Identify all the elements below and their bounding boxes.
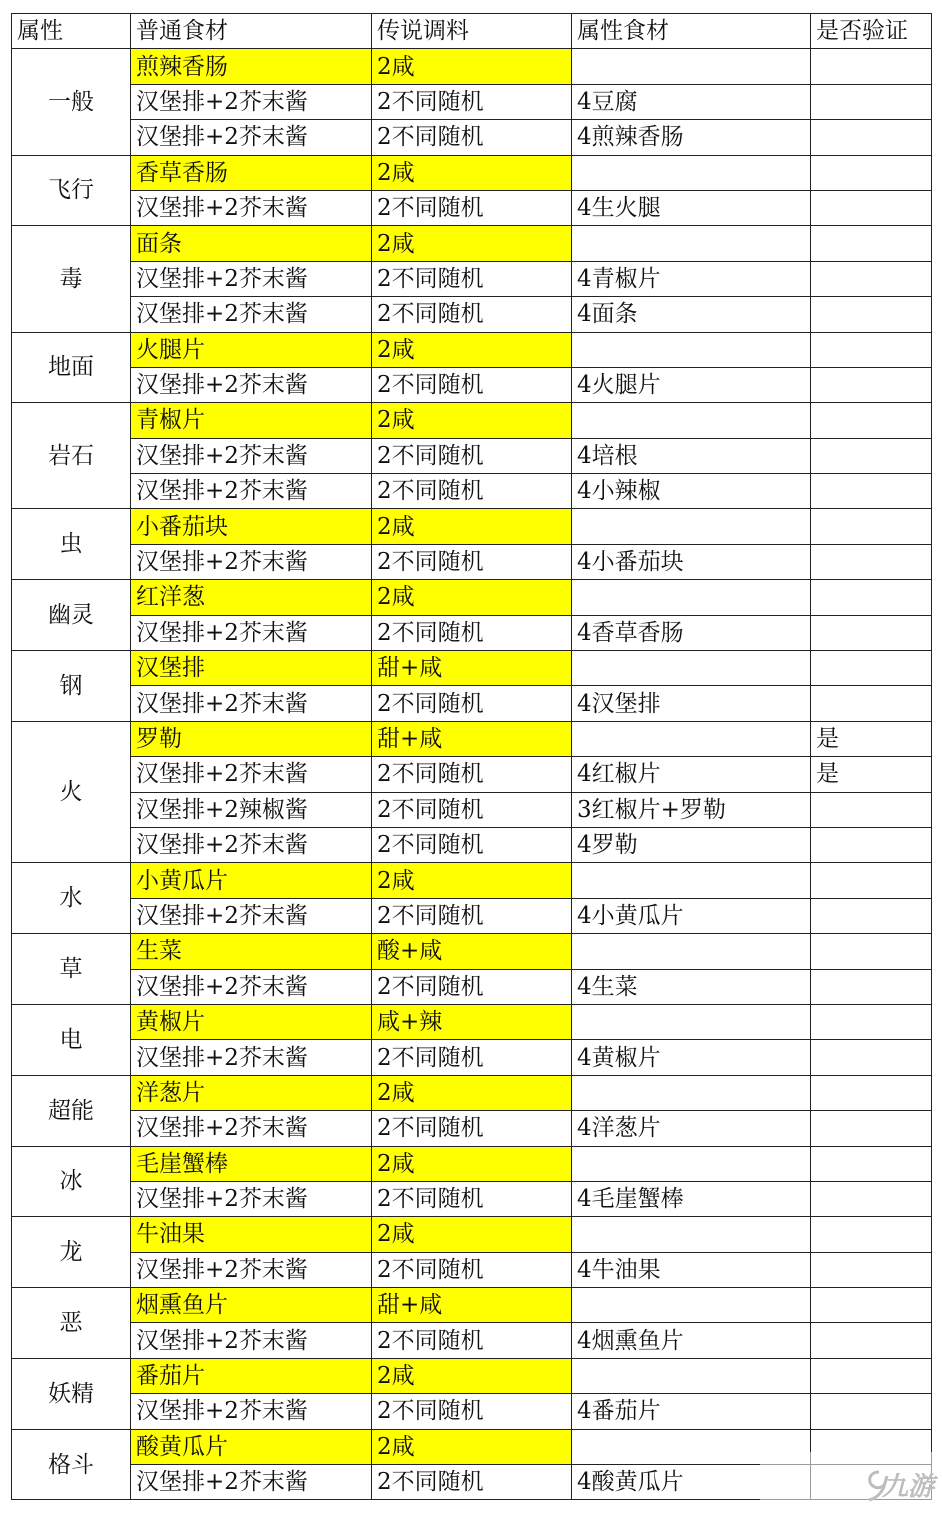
ingredient-cell: 青椒片 [131, 403, 372, 438]
attr-ingredient-cell [572, 1358, 811, 1393]
table-row [12, 120, 932, 155]
ingredient-cell: 汉堡排+2芥末酱 [131, 1323, 372, 1358]
verified-cell [811, 1004, 932, 1039]
attr-ingredient-cell [572, 1288, 811, 1323]
ingredient-cell: 毛崖蟹棒 [131, 1146, 372, 1181]
seasoning-cell: 甜+咸 [372, 1288, 572, 1323]
attr-ingredient-cell: 4火腿片 [572, 367, 811, 402]
ingredient-cell: 番茄片 [131, 1358, 372, 1393]
seasoning-cell: 2不同随机 [372, 438, 572, 473]
attr-ingredient-cell: 4小辣椒 [572, 474, 811, 509]
ingredient-cell: 汉堡排+2芥末酱 [131, 297, 372, 332]
seasoning-cell: 2不同随机 [372, 686, 572, 721]
seasoning-cell: 2不同随机 [372, 1465, 572, 1500]
ingredient-cell: 汉堡排+2芥末酱 [131, 898, 372, 933]
ingredient-cell: 小黄瓜片 [131, 863, 372, 898]
attr-ingredient-cell [572, 155, 811, 190]
seasoning-cell: 2不同随机 [372, 544, 572, 579]
seasoning-cell: 2不同随机 [372, 969, 572, 1004]
seasoning-cell: 酸+咸 [372, 934, 572, 969]
table-row [12, 969, 932, 1004]
seasoning-cell: 2不同随机 [372, 1111, 572, 1146]
type-cell: 毒 [12, 226, 131, 332]
seasoning-cell: 2不同随机 [372, 1252, 572, 1287]
seasoning-cell: 2咸 [372, 863, 572, 898]
attr-ingredient-cell: 4煎辣香肠 [572, 120, 811, 155]
header-type: 属性 [12, 14, 131, 49]
verified-cell [811, 1323, 932, 1358]
type-cell: 超能 [12, 1075, 131, 1146]
verified-cell [811, 1288, 932, 1323]
table-row [12, 403, 932, 438]
table-row [12, 1181, 932, 1216]
seasoning-cell: 甜+咸 [372, 651, 572, 686]
table-row [12, 1075, 932, 1110]
ingredient-cell: 汉堡排+2芥末酱 [131, 367, 372, 402]
table-row [12, 863, 932, 898]
type-cell: 飞行 [12, 155, 131, 226]
seasoning-cell: 2不同随机 [372, 190, 572, 225]
seasoning-cell: 2不同随机 [372, 792, 572, 827]
verified-cell [811, 615, 932, 650]
ingredient-cell: 面条 [131, 226, 372, 261]
ingredient-cell: 烟熏鱼片 [131, 1288, 372, 1323]
attr-ingredient-cell: 4红椒片 [572, 757, 811, 792]
seasoning-cell: 甜+咸 [372, 721, 572, 756]
attr-ingredient-cell: 4香草香肠 [572, 615, 811, 650]
ingredient-cell: 汉堡排 [131, 651, 372, 686]
table-row [12, 84, 932, 119]
ingredient-cell: 汉堡排+2辣椒酱 [131, 792, 372, 827]
attr-ingredient-cell: 4烟熏鱼片 [572, 1323, 811, 1358]
table-row [12, 438, 932, 473]
ingredient-cell: 煎辣香肠 [131, 49, 372, 84]
ingredient-cell: 酸黄瓜片 [131, 1429, 372, 1464]
seasoning-cell: 2咸 [372, 1075, 572, 1110]
verified-cell [811, 261, 932, 296]
verified-cell [811, 49, 932, 84]
verified-cell [811, 969, 932, 1004]
attr-ingredient-cell [572, 580, 811, 615]
attr-ingredient-cell [572, 1075, 811, 1110]
type-cell: 水 [12, 863, 131, 934]
table-row [12, 190, 932, 225]
watermark [760, 1452, 942, 1518]
table-row [12, 792, 932, 827]
attr-ingredient-cell: 4豆腐 [572, 84, 811, 119]
verified-cell [811, 686, 932, 721]
table-row [12, 1288, 932, 1323]
ingredient-cell: 罗勒 [131, 721, 372, 756]
type-cell: 妖精 [12, 1358, 131, 1429]
type-cell: 冰 [12, 1146, 131, 1217]
type-cell: 地面 [12, 332, 131, 403]
table-row [12, 49, 932, 84]
ingredient-cell: 汉堡排+2芥末酱 [131, 827, 372, 862]
seasoning-cell: 2咸 [372, 226, 572, 261]
verified-cell: 是 [811, 757, 932, 792]
seasoning-cell: 2咸 [372, 332, 572, 367]
recipe-table [11, 13, 932, 1500]
seasoning-cell: 2不同随机 [372, 1394, 572, 1429]
verified-cell [811, 474, 932, 509]
verified-cell [811, 827, 932, 862]
attr-ingredient-cell [572, 403, 811, 438]
ingredient-cell: 火腿片 [131, 332, 372, 367]
seasoning-cell: 2咸 [372, 509, 572, 544]
header-verified: 是否验证 [811, 14, 932, 49]
verified-cell [811, 1217, 932, 1252]
attr-ingredient-cell [572, 226, 811, 261]
verified-cell [811, 367, 932, 402]
ingredient-cell: 汉堡排+2芥末酱 [131, 1040, 372, 1075]
table-row [12, 1358, 932, 1393]
seasoning-cell: 2不同随机 [372, 474, 572, 509]
table-row [12, 544, 932, 579]
seasoning-cell: 2不同随机 [372, 120, 572, 155]
header-seasoning: 传说调料 [372, 14, 572, 49]
attr-ingredient-cell: 4牛油果 [572, 1252, 811, 1287]
seasoning-cell: 2不同随机 [372, 827, 572, 862]
attr-ingredient-cell: 4生火腿 [572, 190, 811, 225]
table-row [12, 474, 932, 509]
verified-cell [811, 509, 932, 544]
seasoning-cell: 2咸 [372, 1146, 572, 1181]
ingredient-cell: 汉堡排+2芥末酱 [131, 438, 372, 473]
attr-ingredient-cell: 4汉堡排 [572, 686, 811, 721]
verified-cell [811, 226, 932, 261]
attr-ingredient-cell [572, 1146, 811, 1181]
header-attr-ingredient: 属性食材 [572, 14, 811, 49]
ingredient-cell: 洋葱片 [131, 1075, 372, 1110]
attr-ingredient-cell: 3红椒片+罗勒 [572, 792, 811, 827]
ingredient-cell: 汉堡排+2芥末酱 [131, 1394, 372, 1429]
verified-cell: 是 [811, 721, 932, 756]
seasoning-cell: 2不同随机 [372, 1181, 572, 1216]
verified-cell [811, 1252, 932, 1287]
attr-ingredient-cell [572, 1004, 811, 1039]
verified-cell [811, 1394, 932, 1429]
table-row [12, 615, 932, 650]
table-row [12, 1146, 932, 1181]
type-cell: 草 [12, 934, 131, 1005]
attr-ingredient-cell: 4酸黄瓜片 [572, 1465, 811, 1500]
table-row [12, 686, 932, 721]
table-row [12, 1394, 932, 1429]
seasoning-cell: 咸+辣 [372, 1004, 572, 1039]
attr-ingredient-cell: 4培根 [572, 438, 811, 473]
verified-cell [811, 438, 932, 473]
table-row [12, 1252, 932, 1287]
attr-ingredient-cell [572, 863, 811, 898]
ingredient-cell: 汉堡排+2芥末酱 [131, 84, 372, 119]
watermark-text: 九游 [882, 1472, 935, 1502]
seasoning-cell: 2咸 [372, 1217, 572, 1252]
ingredient-cell: 汉堡排+2芥末酱 [131, 474, 372, 509]
ingredient-cell: 汉堡排+2芥末酱 [131, 686, 372, 721]
verified-cell [811, 1040, 932, 1075]
ingredient-cell: 汉堡排+2芥末酱 [131, 1465, 372, 1500]
type-cell: 格斗 [12, 1429, 131, 1500]
seasoning-cell: 2不同随机 [372, 1040, 572, 1075]
table-row [12, 934, 932, 969]
type-cell: 虫 [12, 509, 131, 580]
attr-ingredient-cell: 4番茄片 [572, 1394, 811, 1429]
ingredient-cell: 汉堡排+2芥末酱 [131, 1252, 372, 1287]
verified-cell [811, 544, 932, 579]
table-row [12, 757, 932, 792]
table-row [12, 1040, 932, 1075]
recipe-table-wrapper [11, 13, 932, 1500]
seasoning-cell: 2不同随机 [372, 615, 572, 650]
verified-cell [811, 1181, 932, 1216]
seasoning-cell: 2不同随机 [372, 898, 572, 933]
verified-cell [811, 120, 932, 155]
verified-cell [811, 1358, 932, 1393]
type-cell: 岩石 [12, 403, 131, 509]
seasoning-cell: 2咸 [372, 1429, 572, 1464]
attr-ingredient-cell [572, 934, 811, 969]
ingredient-cell: 生菜 [131, 934, 372, 969]
attr-ingredient-cell: 4小番茄块 [572, 544, 811, 579]
verified-cell [811, 651, 932, 686]
attr-ingredient-cell [572, 651, 811, 686]
ingredient-cell: 汉堡排+2芥末酱 [131, 190, 372, 225]
attr-ingredient-cell: 4毛崖蟹棒 [572, 1181, 811, 1216]
verified-cell [811, 1146, 932, 1181]
seasoning-cell: 2咸 [372, 1358, 572, 1393]
table-row [12, 509, 932, 544]
type-cell: 恶 [12, 1288, 131, 1359]
header-row [12, 14, 932, 49]
seasoning-cell: 2不同随机 [372, 757, 572, 792]
ingredient-cell: 红洋葱 [131, 580, 372, 615]
table-row [12, 1323, 932, 1358]
table-row [12, 1111, 932, 1146]
verified-cell [811, 863, 932, 898]
attr-ingredient-cell: 4黄椒片 [572, 1040, 811, 1075]
ingredient-cell: 汉堡排+2芥末酱 [131, 757, 372, 792]
attr-ingredient-cell [572, 509, 811, 544]
verified-cell [811, 84, 932, 119]
verified-cell [811, 403, 932, 438]
seasoning-cell: 2咸 [372, 403, 572, 438]
attr-ingredient-cell [572, 49, 811, 84]
verified-cell [811, 297, 932, 332]
table-row [12, 367, 932, 402]
table-row [12, 651, 932, 686]
type-cell: 电 [12, 1004, 131, 1075]
attr-ingredient-cell: 4罗勒 [572, 827, 811, 862]
ingredient-cell: 汉堡排+2芥末酱 [131, 261, 372, 296]
seasoning-cell: 2不同随机 [372, 1323, 572, 1358]
seasoning-cell: 2不同随机 [372, 84, 572, 119]
ingredient-cell: 小番茄块 [131, 509, 372, 544]
ingredient-cell: 香草香肠 [131, 155, 372, 190]
table-body [12, 49, 932, 1500]
seasoning-cell: 2不同随机 [372, 261, 572, 296]
verified-cell [811, 934, 932, 969]
seasoning-cell: 2不同随机 [372, 367, 572, 402]
table-row [12, 580, 932, 615]
ingredient-cell: 汉堡排+2芥末酱 [131, 1181, 372, 1216]
verified-cell [811, 898, 932, 933]
ingredient-cell: 汉堡排+2芥末酱 [131, 544, 372, 579]
type-cell: 一般 [12, 49, 131, 155]
verified-cell [811, 190, 932, 225]
attr-ingredient-cell: 4面条 [572, 297, 811, 332]
attr-ingredient-cell: 4青椒片 [572, 261, 811, 296]
ingredient-cell: 汉堡排+2芥末酱 [131, 969, 372, 1004]
attr-ingredient-cell: 4洋葱片 [572, 1111, 811, 1146]
type-cell: 钢 [12, 651, 131, 722]
table-row [12, 827, 932, 862]
seasoning-cell: 2咸 [372, 155, 572, 190]
table-row [12, 1217, 932, 1252]
table-header [12, 14, 932, 49]
ingredient-cell: 汉堡排+2芥末酱 [131, 120, 372, 155]
attr-ingredient-cell: 4生菜 [572, 969, 811, 1004]
table-row [12, 297, 932, 332]
attr-ingredient-cell: 4小黄瓜片 [572, 898, 811, 933]
type-cell: 火 [12, 721, 131, 863]
seasoning-cell: 2不同随机 [372, 297, 572, 332]
seasoning-cell: 2咸 [372, 580, 572, 615]
ingredient-cell: 汉堡排+2芥末酱 [131, 1111, 372, 1146]
verified-cell [811, 580, 932, 615]
seasoning-cell: 2咸 [372, 49, 572, 84]
ingredient-cell: 黄椒片 [131, 1004, 372, 1039]
ingredient-cell: 汉堡排+2芥末酱 [131, 615, 372, 650]
verified-cell [811, 1075, 932, 1110]
verified-cell [811, 1111, 932, 1146]
type-cell: 幽灵 [12, 580, 131, 651]
table-row [12, 155, 932, 190]
table-row [12, 1004, 932, 1039]
attr-ingredient-cell [572, 1217, 811, 1252]
table-row [12, 226, 932, 261]
table-row [12, 261, 932, 296]
attr-ingredient-cell [572, 332, 811, 367]
table-row [12, 721, 932, 756]
header-ingredient: 普通食材 [131, 14, 372, 49]
verified-cell [811, 155, 932, 190]
table-row [12, 332, 932, 367]
ingredient-cell: 牛油果 [131, 1217, 372, 1252]
verified-cell [811, 332, 932, 367]
verified-cell [811, 792, 932, 827]
attr-ingredient-cell [572, 721, 811, 756]
type-cell: 龙 [12, 1217, 131, 1288]
table-row [12, 898, 932, 933]
